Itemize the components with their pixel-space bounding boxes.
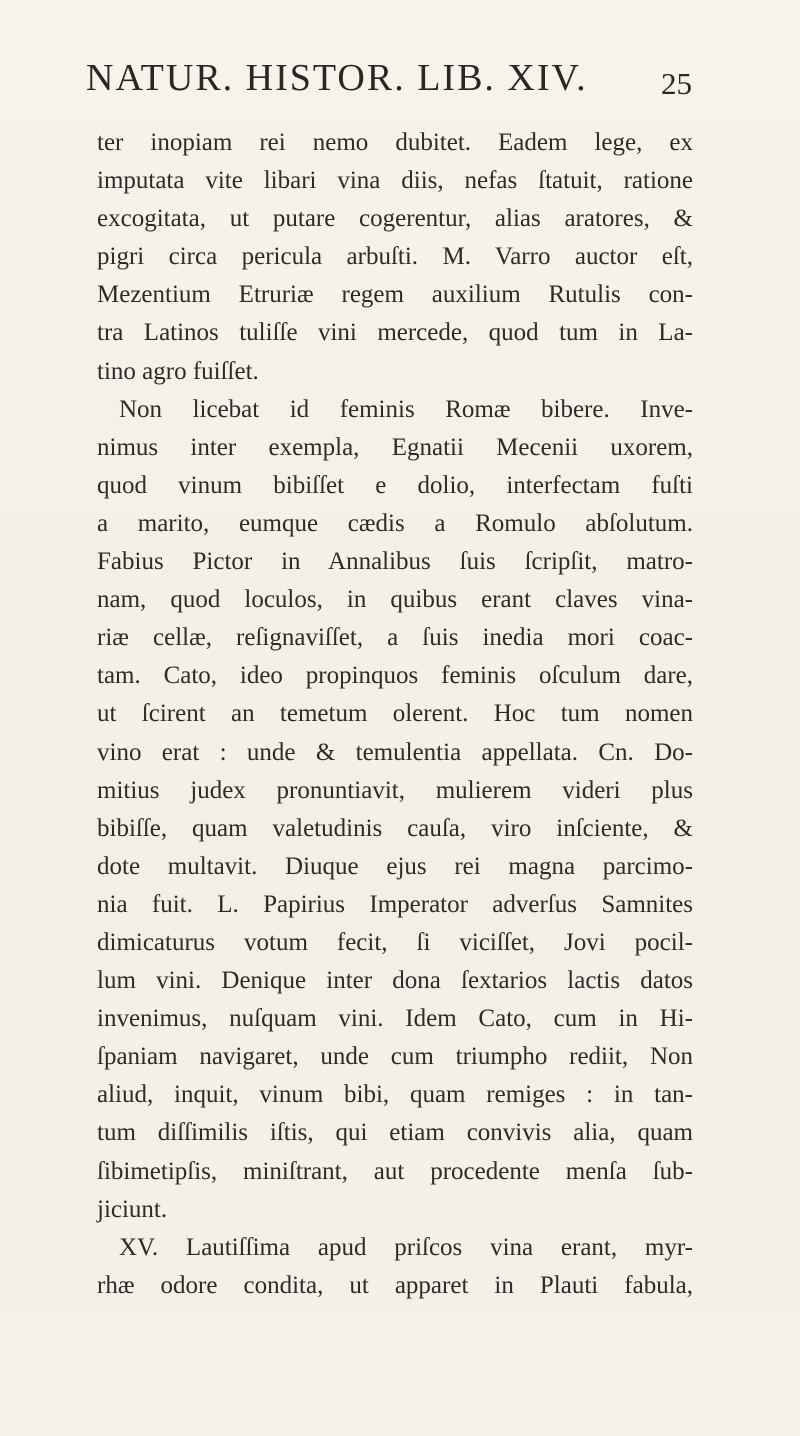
text-line: excogitata, ut putare cogerentur, alias aratores, & <box>97 205 693 233</box>
text-line: quod vinum bibiſſet e dolio, interfectam fuſti <box>97 471 693 499</box>
text-line: imputata vite libari vina diis, nefas ſtatuit, ratione <box>97 167 693 195</box>
text-line: nia fuit. L. Papirius Imperator adverſus Samnites <box>97 890 693 918</box>
paragraph-start-line: Non licebat id feminis Romæ bibere. Inve- <box>119 395 693 423</box>
text-line: ſibimetipſis, miniſtrant, aut procedente menſa ſub- <box>97 1157 693 1185</box>
body-text <box>97 124 693 1305</box>
text-line: aliud, inquit, vinum bibi, quam remiges : in tan- <box>97 1081 693 1109</box>
text-line: tum diſſimilis iſtis, qui etiam convivis alia, quam <box>97 1119 693 1147</box>
text-line: tino agro fuiſſet. <box>97 357 259 385</box>
text-line: Fabius Pictor in Annalibus ſuis ſcripſit, matro- <box>97 548 693 576</box>
text-line: bibiſſe, quam valetudinis cauſa, viro inſciente, & <box>97 814 693 842</box>
text-line: rhæ odore condita, ut apparet in Plauti fabula, <box>97 1271 693 1299</box>
text-line: mitius judex pronuntiavit, mulierem videri plus <box>97 776 693 804</box>
text-line: ſpaniam navigaret, unde cum triumpho rediit, Non <box>97 1043 693 1071</box>
text-line: invenimus, nuſquam vini. Idem Cato, cum in Hi- <box>97 1005 693 1033</box>
text-line: tra Latinos tuliſſe vini mercede, quod tum in La- <box>97 319 693 347</box>
text-line: a marito, eumque cædis a Romulo abſolutum. <box>97 509 693 537</box>
text-line: Mezentium Etruriæ regem auxilium Rutulis con- <box>97 281 693 309</box>
running-title: NATUR. HISTOR. LIB. XIV. <box>86 57 588 99</box>
text-line: tam. Cato, ideo propinquos feminis oſculum dare, <box>97 662 693 690</box>
text-line: ter inopiam rei nemo dubitet. Eadem lege, ex <box>97 129 693 156</box>
text-line: pigri circa pericula arbuſti. M. Varro auctor eſt, <box>97 243 693 271</box>
running-head <box>0 48 800 108</box>
text-line: nimus inter exempla, Egnatii Mecenii uxorem, <box>97 433 693 461</box>
text-line: vino erat : unde & temulentia appellata. Cn. Do- <box>97 738 693 766</box>
text-line: lum vini. Denique inter dona ſextarios lactis datos <box>97 967 693 995</box>
text-line: jiciunt. <box>97 1195 168 1223</box>
text-line: dote multavit. Diuque ejus rei magna parcimo- <box>97 852 693 880</box>
paragraph-start-line: XV. Lautiſſima apud priſcos vina erant, myr- <box>119 1233 693 1261</box>
page-number: 25 <box>661 66 692 101</box>
text-line: ut ſcirent an temetum olerent. Hoc tum nomen <box>97 700 693 728</box>
text-line: riæ cellæ, reſignaviſſet, a ſuis inedia mori coac- <box>97 624 693 652</box>
text-line: nam, quod loculos, in quibus erant claves vina- <box>97 586 693 614</box>
text-line: dimicaturus votum fecit, ſi viciſſet, Jovi pocil- <box>97 928 693 956</box>
